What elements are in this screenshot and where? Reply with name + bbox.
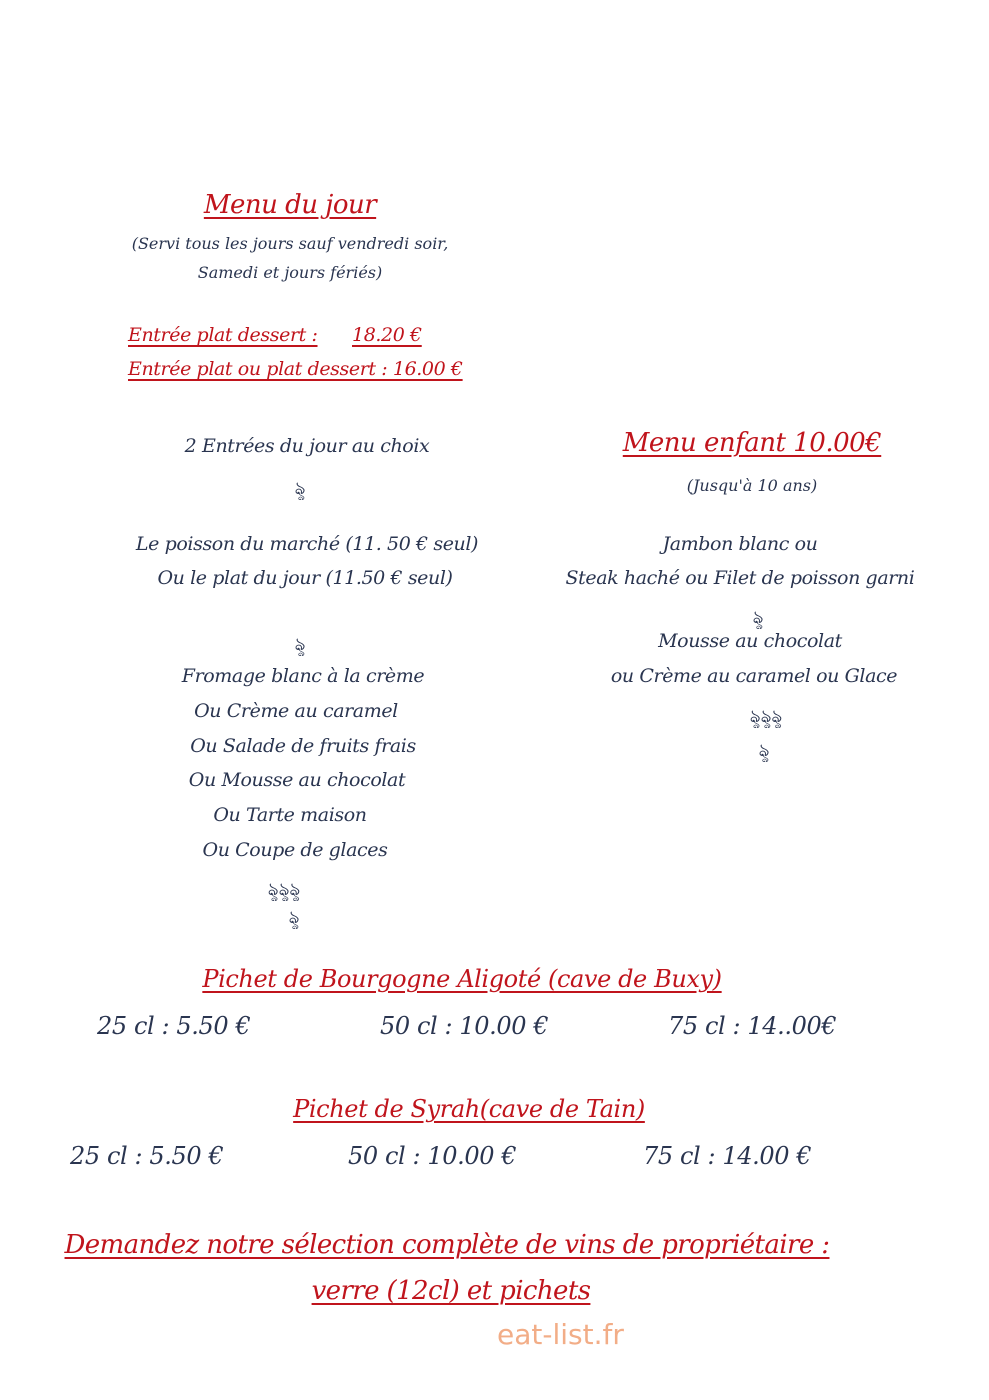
menu-enfant-note: (Jusqu'à 10 ans) xyxy=(686,476,818,495)
enfant-dessert-1: Mousse au chocolat xyxy=(658,630,842,652)
ornament-icon: ৡ xyxy=(288,907,300,928)
starters-line: 2 Entrées du jour au choix xyxy=(184,435,430,457)
menu-jour-note-line1: (Servi tous les jours sauf vendredi soir, xyxy=(131,234,449,253)
ornament-triple-icon: ৡৡৡ xyxy=(267,879,301,900)
wine1-price-75cl: 75 cl : 14..00€ xyxy=(668,1012,837,1040)
watermark: eat-list.fr xyxy=(497,1318,624,1351)
menu-enfant-title: Menu enfant 10.00€ xyxy=(622,428,882,458)
wine2-price-50cl: 50 cl : 10.00 € xyxy=(348,1142,517,1170)
menu-jour-note-line2: Samedi et jours fériés) xyxy=(197,263,383,282)
dessert-item: Ou Tarte maison xyxy=(213,804,367,826)
dessert-item: Fromage blanc à la crème xyxy=(181,665,425,687)
formula-1-label: Entrée plat dessert : xyxy=(128,324,318,346)
enfant-main-2: Steak haché ou Filet de poisson garni xyxy=(565,567,915,589)
enfant-dessert-2: ou Crème au caramel ou Glace xyxy=(610,665,898,687)
ornament-triple-icon: ৡৡৡ xyxy=(749,706,783,727)
wine2-price-25cl: 25 cl : 5.50 € xyxy=(70,1142,224,1170)
dessert-item: Ou Coupe de glaces xyxy=(202,839,388,861)
wine2-title: Pichet de Syrah(cave de Tain) xyxy=(293,1095,645,1123)
footer-line-1: Demandez notre sélection complète de vins de propriétaire : xyxy=(64,1230,830,1260)
enfant-main-1: Jambon blanc ou xyxy=(662,533,818,555)
ornament-icon: ৡ xyxy=(294,478,306,499)
formula-1-price: 18.20 € xyxy=(352,324,422,346)
wine1-title: Pichet de Bourgogne Aligoté (cave de Buxy) xyxy=(202,965,722,993)
dessert-item: Ou Salade de fruits frais xyxy=(190,735,416,757)
main-course-1: Le poisson du marché (11. 50 € seul) xyxy=(135,533,479,555)
ornament-icon: ৡ xyxy=(752,607,764,628)
wine2-price-75cl: 75 cl : 14.00 € xyxy=(643,1142,812,1170)
main-course-2: Ou le plat du jour (11.50 € seul) xyxy=(157,567,453,589)
ornament-icon: ৡ xyxy=(758,740,770,761)
menu-jour-title: Menu du jour xyxy=(203,190,377,220)
formula-2: Entrée plat ou plat dessert : 16.00 € xyxy=(128,358,463,380)
dessert-item: Ou Mousse au chocolat xyxy=(188,769,406,791)
dessert-item: Ou Crème au caramel xyxy=(194,700,398,722)
ornament-icon: ৡ xyxy=(294,634,306,655)
wine1-price-25cl: 25 cl : 5.50 € xyxy=(97,1012,251,1040)
footer-line-2: verre (12cl) et pichets xyxy=(311,1276,591,1306)
wine1-price-50cl: 50 cl : 10.00 € xyxy=(380,1012,549,1040)
